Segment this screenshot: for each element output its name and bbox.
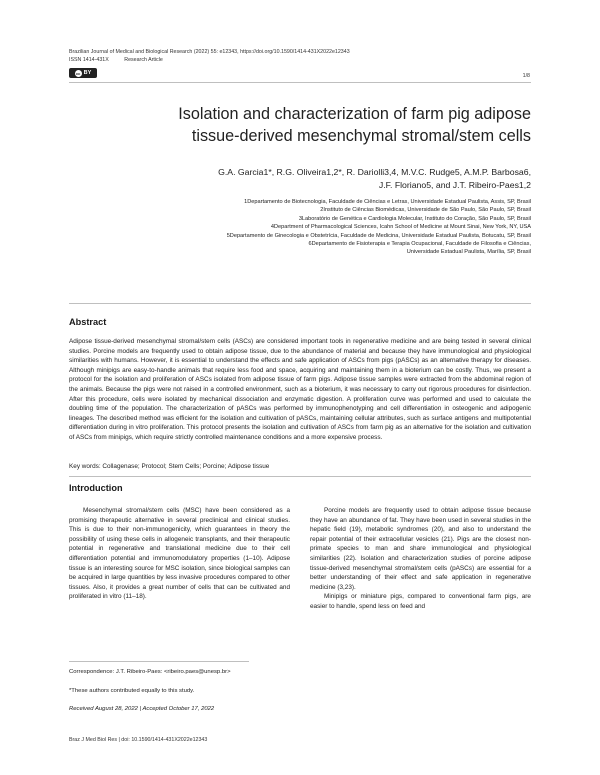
intro-paragraph: Minipigs or miniature pigs, compared to conventional farm pigs, are easier to handle, spend less on feed and [310,593,531,610]
equal-contribution-note: *These authors contributed equally to this study. [69,688,195,694]
intro-paragraph: Porcine models are frequently used to obtain adipose tissue because they have an abundance of fat. They have been used in several studies in the hepatic field (19), metabolic syndromes (20), and also to understand the repair potential of their extracellular vesicles (21). Pigs are the closest non-primate species to man and share immunological and physiological similarities (22). Isolation and characterization studies of porcine adipose tissue-derived mesenchymal stromal/stem cells (pASCs) are essential for a better understanding of their effect and safe application in regenerative medicine (3,23). [310,507,531,591]
intro-divider [69,476,531,477]
affiliation-item: 4Department of Pharmacological Sciences, Icahn School of Medicine at Mount Sinai, New York, NY, USA [270,224,531,231]
abstract-body: Adipose tissue-derived mesenchymal stromal/stem cells (ASCs) are considered important tools in regenerative medicine and are being tested in several clinical studies. Porcine models are frequently used to obtain adipose tissue, due to the abundance of material and because they have immunological and physiological similarities with humans. However, it is essential to understand the effects and safe application of ASCs from pigs (pASCs) as an alternative therapy for diseases. Although minipigs are easy-to-handle animals that require less food and space, acquiring and maintaining them in a bioterium can be costly. Thus, we present a protocol for the isolation and proliferation of ASCs isolated from adipose tissue of farm pigs. Adipose tissue samples were extracted from the abdominal region of the animals. Because the pigs were not raised in a controlled environment, such as a bioterium, it was necessary to carry out rigorous procedures for disinfection. After this procedure, cells were isolated by mechanical dissociation and enzymatic digestion. A proliferation curve was performed and used to calculate the doubling time of the population. The characterization of pASCs was performed by immunophenotyping and cell differentiation in osteogenic and adipogenic lineages. The described method was efficient for the isolation and cultivation of pASCs, maintaining cellular attributes, such as surface antigens and multipotential differentiation during in vitro proliferation. This protocol presents the isolation and cultivation of ASCs from farm pig as an alternative for the isolation and cultivation of ASCs from minipigs, which require strictly controlled maintenance conditions and a more expensive process. [69,338,531,441]
issn: ISSN 1414-431X [69,57,109,63]
intro-right-column [310,506,531,612]
keywords: Key words: Collagenase; Protocol; Stem Cells; Porcine; Adipose tissue [69,463,270,470]
affiliation-item: 6Departamento de Fisioterapia e Terapia Ocupacional, Faculdade de Filosofia e Ciências, [308,241,531,248]
page-indicator: 1/8 [522,73,530,79]
abstract-heading: Abstract [69,317,107,327]
intro-left-column [69,506,290,602]
affiliation-item: 5Departamento de Ginecologia e Obstetrícia, Faculdade de Medicina, Universidade Estadual Paulista, Botucatu, SP, Brasil [226,232,531,239]
abstract-divider [69,303,531,304]
correspondence[interactable]: Correspondence: J.T. Ribeiro-Paes: <ribeiro.paes@unesp.br> [69,669,231,675]
cc-icon: cc [75,70,81,76]
page-footer: Braz J Med Biol Res | doi: 10.1590/1414-431X2022e12343 [69,737,208,743]
affiliations [69,198,531,257]
issn-line [69,57,163,63]
cc-license-badge[interactable] [69,68,97,78]
license-label: BY [83,70,92,76]
journal-citation: Brazilian Journal of Medical and Biological Research (2022) 55: e12343, https://doi.org/10.1590/1414-431X2022e12343 [69,49,350,55]
authors-line-2: J.F. Floriano5, and J.T. Ribeiro-Paes1,2 [378,180,531,190]
authors-line-1: G.A. Garcia1*, R.G. Oliveira1,2*, R. Dariolli3,4, M.V.C. Rudge5, A.M.P. Barbosa6, [218,167,531,177]
title-line-1: Isolation and characterization of farm pig adipose [178,105,531,123]
article-title [69,103,531,147]
affiliation-item: 2Instituto de Ciências Biomédicas, Universidade de São Paulo, São Paulo, SP, Brasil [320,207,531,214]
affiliation-item: Universidade Estadual Paulista, Marília, SP, Brasil [406,249,531,256]
received-accepted-dates: Received August 28, 2022 | Accepted October 17, 2022 [69,706,215,712]
footnote-divider [69,661,249,662]
article-type: Research Article [124,57,163,63]
author-list [150,166,531,192]
header-divider [69,82,531,83]
title-line-2: tissue-derived mesenchymal stromal/stem cells [191,127,531,145]
introduction-heading: Introduction [69,483,123,493]
intro-paragraph: Mesenchymal stromal/stem cells (MSC) have been considered as a promising therapeutic alternative in several preclinical and clinical studies. This is due to their non-immunogenicity, which guarantees in theory the possibility of using these cells in allogeneic transplants, and their therapeutic potential in regenerative and translational medicine due to their cell differentiation potential and immunomodulatory properties (1–10). Adipose tissue is an interesting source for MSC isolation, since biological samples can be acquired in large quantities by less invasive procedures compared to other tissues. Also, it provides a great number of cells that can be cultivated and proliferated in vitro (11–18). [69,507,290,601]
affiliation-item: 3Laboratório de Genética e Cardiologia Molecular, Instituto do Coração, São Paulo, SP, Brasil [298,215,531,222]
affiliation-item: 1Departamento de Biotecnologia, Faculdade de Ciências e Letras, Universidade Estadual Paulista, Assis, SP, Brasil [244,199,531,205]
